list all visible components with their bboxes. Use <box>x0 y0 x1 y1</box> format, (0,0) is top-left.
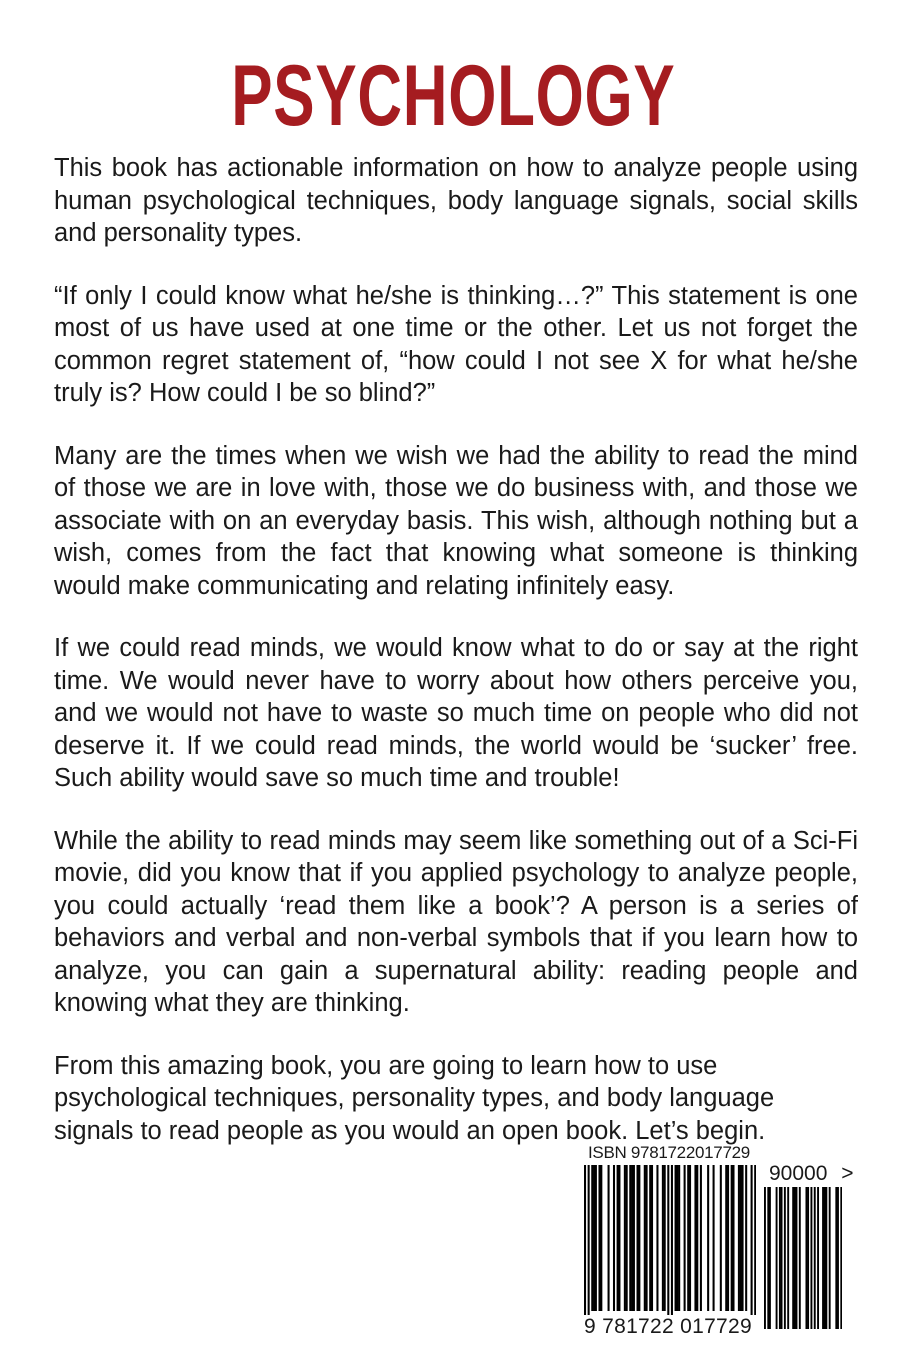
paragraph-sci-fi: While the ability to read minds may seem like something out of a Sci-Fi movie, did you know that if you applied psychology to analyze people, you could actually ‘read them like a book’? A person is a series of behaviors and verbal and non-verbal symbols that if you learn how to analyze, you can gain a supernatural ability: reading people and knowing what they are thinking. <box>54 826 858 1017</box>
barcode-bar <box>675 1165 677 1311</box>
barcode-bar <box>784 1187 786 1329</box>
barcode-bar <box>810 1187 812 1329</box>
barcode-bar <box>745 1165 747 1311</box>
barcode-bar <box>618 1165 620 1311</box>
barcode-bar <box>799 1187 801 1329</box>
barcode-bar <box>689 1165 691 1311</box>
barcode-bar <box>725 1165 727 1311</box>
barcode-bar <box>720 1165 722 1311</box>
barcode-bar <box>825 1187 827 1329</box>
barcode-bar <box>613 1165 615 1311</box>
barcode-bar <box>600 1165 602 1311</box>
barcode-bar <box>792 1187 794 1329</box>
barcode-bar <box>829 1187 831 1329</box>
barcode-bar <box>751 1165 753 1315</box>
barcode-bar <box>696 1165 698 1311</box>
paragraph-quote: “If only I could know what he/she is thinking…?” This statement is one most of us have used at one time or the other. Let us not forget the common regret statement of, “how could I not see X for what he/she truly is? How could I be so blind?” <box>54 281 858 407</box>
ean13-bars <box>584 1165 756 1315</box>
barcode-bar <box>794 1187 796 1329</box>
barcode-bar <box>595 1165 597 1311</box>
barcode-bar <box>667 1165 669 1315</box>
barcode-bar <box>608 1165 610 1311</box>
barcode-bar <box>687 1165 689 1311</box>
barcode-bar <box>629 1165 631 1311</box>
barcode-bar <box>638 1165 640 1311</box>
barcode-bar <box>754 1165 756 1315</box>
isbn-barcode <box>584 1143 874 1343</box>
barcode-bar <box>656 1165 658 1311</box>
paragraph-wish: Many are the times when we wish we had the ability to read the mind of those we are in love with, those we do business with, and those we associate with on an everyday basis. This wish, although nothing but a wish, comes from the fact that knowing what someone is thinking would make communicating and relating infinitely easy. <box>54 441 858 600</box>
barcode-bar <box>671 1165 673 1315</box>
barcode-bar <box>617 1165 619 1311</box>
barcode-bar <box>713 1165 715 1311</box>
barcode-bar <box>676 1165 678 1311</box>
barcode-bar <box>767 1187 769 1329</box>
barcode-bar <box>664 1165 666 1311</box>
paragraph-read-minds: If we could read minds, we would know what to do or say at the right time. We would never have to worry about how others perceive you, and we would not have to waste so much time on people who did not deserve it. If we could read minds, the world would be ‘sucker’ free. Such ability would save so much time and trouble! <box>54 634 858 792</box>
barcode-bar <box>644 1165 646 1311</box>
barcode-bar <box>817 1187 819 1329</box>
barcode-bar <box>633 1165 635 1311</box>
barcode-bar <box>591 1165 593 1311</box>
barcode-bar <box>796 1187 798 1329</box>
barcode-bar <box>727 1165 729 1311</box>
barcode-bar <box>732 1165 734 1311</box>
addon-bars <box>764 1187 842 1337</box>
barcode-bar <box>651 1165 653 1311</box>
barcode-bar <box>840 1187 842 1329</box>
barcode-bar <box>740 1165 742 1311</box>
barcode-bar <box>588 1165 590 1315</box>
barcode-bar <box>764 1187 766 1329</box>
barcode-bar <box>807 1187 809 1329</box>
barcode-bar <box>769 1187 771 1329</box>
barcode-bar <box>593 1165 595 1311</box>
price-code <box>769 1162 854 1186</box>
barcode-bar <box>584 1165 586 1315</box>
barcode-bar <box>598 1165 600 1311</box>
barcode-bar <box>822 1187 824 1329</box>
paragraph-closing: From this amazing book, you are going to learn how to use psychological techniques, personality types, and body language signals to read people as you would an open book. Let’s begin. <box>54 1051 775 1145</box>
barcode-bar <box>626 1165 628 1311</box>
paragraph-intro: This book has actionable information on how to analyze people using human psychological techniques, body language signals, social skills and personality types. <box>54 154 858 247</box>
barcode-bar <box>662 1165 664 1311</box>
barcode-bar <box>637 1165 639 1311</box>
isbn-label: ISBN 9781722017729 <box>588 1143 750 1162</box>
barcode-bar <box>742 1165 744 1311</box>
price-code-arrow: > <box>841 1162 854 1185</box>
barcode-bar <box>700 1165 702 1311</box>
barcode-bar <box>631 1165 633 1311</box>
barcode-bar <box>684 1165 686 1311</box>
barcode-digits: 9 781722 017729 <box>584 1315 752 1338</box>
price-code-digits: 90000 <box>769 1162 828 1185</box>
barcode-bar <box>649 1165 651 1311</box>
barcode-bar <box>805 1187 807 1329</box>
back-cover-description <box>54 152 858 1177</box>
barcode-bar <box>707 1165 709 1311</box>
barcode-bar <box>824 1187 826 1329</box>
barcode-bar <box>814 1187 816 1329</box>
barcode-bar <box>694 1165 696 1311</box>
barcode-bar <box>779 1187 781 1329</box>
barcode-bar <box>678 1165 680 1311</box>
barcode-bar <box>731 1165 733 1311</box>
barcode-bar <box>646 1165 648 1311</box>
book-title: PSYCHOLOGY <box>231 48 676 144</box>
barcode-bar <box>781 1187 783 1329</box>
barcode-bar <box>787 1187 789 1329</box>
barcode-bar <box>837 1187 839 1329</box>
barcode-bar <box>624 1165 626 1311</box>
barcode-bar <box>835 1187 837 1329</box>
barcode-bar <box>738 1165 740 1311</box>
barcode-bar <box>776 1187 778 1329</box>
